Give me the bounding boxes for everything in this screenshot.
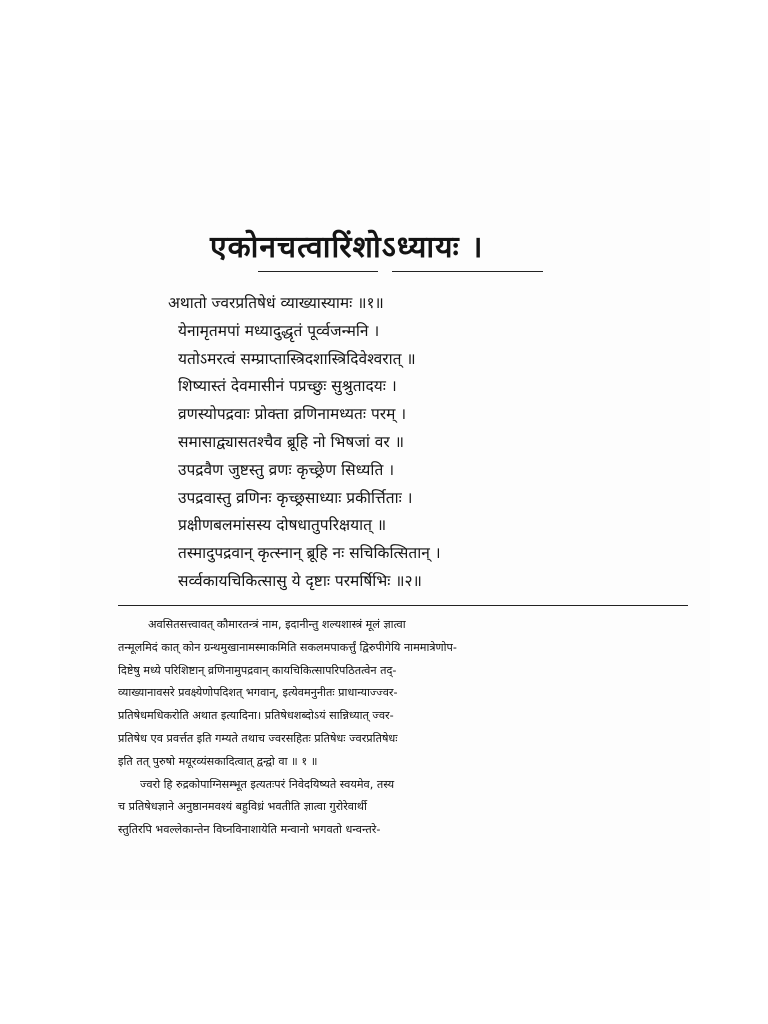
verse-line: सर्व्वकायचिकित्सासु ये दृष्टाः परमर्षिभिः ॥२॥ [178, 571, 422, 590]
verse-line: उपद्रवैण जुष्टस्तु व्रणः कृच्छ्रेण सिध्यति । [178, 460, 395, 479]
section-divider [118, 605, 688, 606]
commentary-line: व्याख्यानावसरे प्रवक्ष्येणोपदिशत् भगवान्, इत्येवमनुनीतः प्राधान्याज्ज्वर- [118, 686, 398, 700]
verse-line: समासाद्व्यासतश्चैव ब्रूहि नो भिषजां वर ॥ [178, 432, 404, 451]
commentary-line: इति तत् पुरुषो मयूरव्यंसकादित्वात् द्वन्द्वो वा ॥ १ ॥ [118, 754, 318, 768]
book-page [60, 120, 710, 910]
verse-line: शिष्यास्तं देवमासीनं पप्रच्छुः सुश्रुतादयः । [178, 377, 397, 396]
verse-line: येनामृतमपां मध्यादुद्धृतं पूर्व्वजन्मनि । [178, 321, 380, 340]
commentary-line: तन्मूलमिदं कात् कोन ग्रन्थमुखानामस्माकमिति सकलमपाकर्त्तुं द्विरुपीगेयि नाममात्रेणोप- [118, 640, 457, 654]
title-underline-gap [378, 267, 392, 277]
verse-line: उपद्रवास्तु व्रणिनः कृच्छ्रसाध्याः प्रकीर्त्तिताः । [178, 488, 413, 507]
verse-block [168, 290, 688, 596]
verse-line: व्रणस्योपद्रवाः प्रोक्ता व्रणिनामध्यतः परम् । [178, 405, 407, 424]
commentary-line: प्रतिषेधमधिकरोति अथात इत्यादिना। प्रतिषेधशब्दोऽयं सान्निध्यात् ज्वर- [118, 709, 394, 723]
verse-line: प्रक्षीणबलमांसस्य दोषधातुपरिक्षयात् ॥ [178, 516, 387, 535]
commentary-line: च प्रतिषेधज्ञाने अनुष्ठानमवश्यं बहुविध्रं भवतीति ज्ञात्वा गुरोरेवार्थी [118, 800, 367, 814]
commentary-line: स्तुतिरपि भवल्लेकान्तेन विघ्नविनाशायेति मन्वानो भगवतो धन्वन्तरे- [118, 823, 381, 837]
verse-line: अथातो ज्वरप्रतिषेधं व्याख्यास्यामः ॥१॥ [168, 294, 384, 312]
commentary-line: अवसितसत्त्वावत् कौमारतन्त्रं नाम, इदानीन्तु शल्यशास्त्रं मूलं ज्ञात्वा [148, 618, 406, 631]
commentary-line: प्रतिषेध एव प्रवर्त्तत इति गम्यते तथाच ज्वरसहितः प्रतिषेधः ज्वरप्रतिषेधः [118, 731, 398, 745]
commentary-block [118, 614, 688, 842]
verse-line: तस्मादुपद्रवान् कृत्स्नान् ब्रूहि नः सचिकित्सितान् । [178, 544, 441, 563]
chapter-title: एकोनचत्वारिंशोऽध्यायः । [210, 230, 484, 265]
verse-line: यतोऽमरत्वं सम्प्राप्तास्त्रिदशास्त्रिदिवेश्वरात् ॥ [178, 349, 416, 368]
commentary-line: ज्वरो हि रुद्रकोपाग्निसम्भूत इत्यतःपरं निवेदयिष्यते स्वयमेव, तस्य [140, 777, 395, 791]
title-underline [258, 271, 543, 272]
commentary-line: दिष्टेषु मध्ये परिशिष्टान् व्रणिनामुपद्रवान् कायचिकित्सापरिपठितत्वेन तद्- [118, 663, 397, 677]
